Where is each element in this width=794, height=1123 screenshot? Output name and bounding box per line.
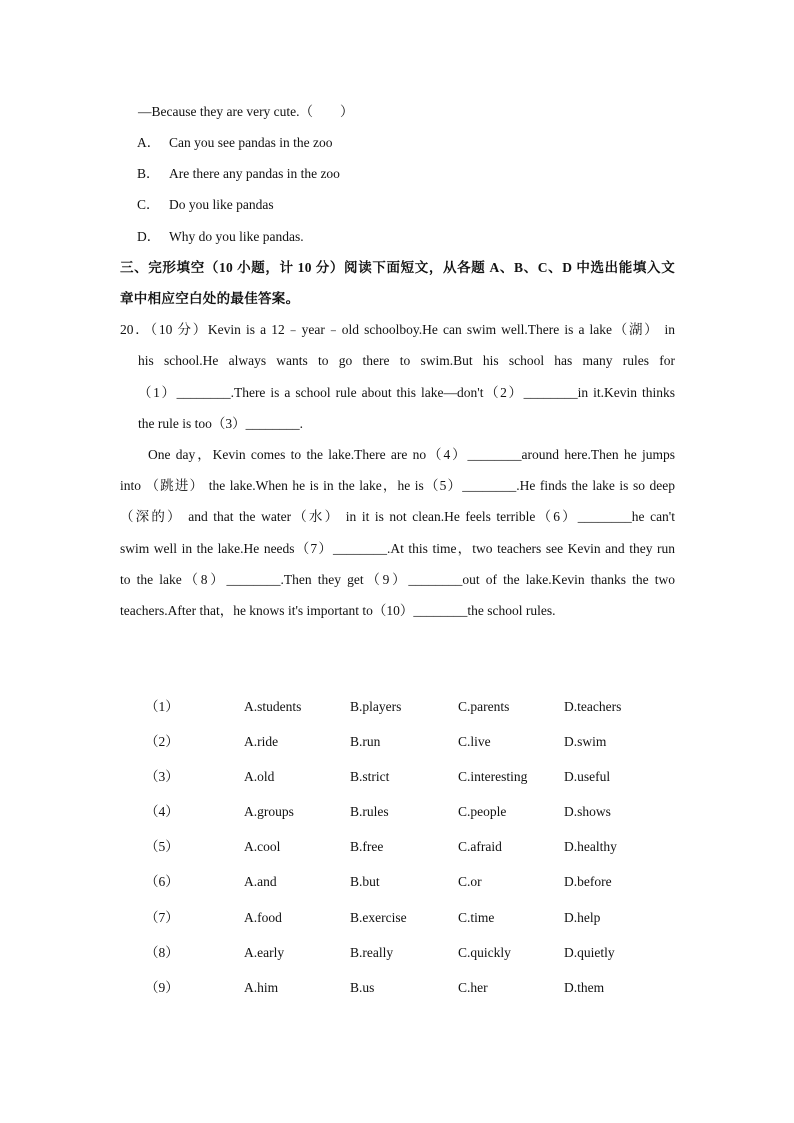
- choice-number: （1）: [145, 699, 179, 714]
- passage-line: （深的） and that the water（水） in it is not clean.He feels terrible（6）________he can't: [120, 509, 675, 524]
- passage-line: into （跳进） the lake.When he is in the lake，he is（5）________.He finds the lake is so deep: [120, 478, 675, 493]
- option-d: [137, 227, 304, 247]
- passage-line: One day，Kevin comes to the lake.There are no（4）________around here.Then he jumps: [148, 447, 675, 462]
- choice-d: D.help: [564, 910, 601, 925]
- passage-line: teachers.After that，he knows it's important to（10）________the school rules.: [120, 603, 556, 618]
- choice-number: （9）: [145, 980, 179, 995]
- choice-b: B.rules: [350, 804, 389, 819]
- choice-a: A.ride: [244, 734, 279, 749]
- choice-b: B.but: [350, 874, 380, 889]
- choice-b: B.players: [350, 699, 402, 714]
- choice-c: C.parents: [458, 699, 510, 714]
- answer-line: —Because they are very cute.（ ）: [138, 104, 354, 119]
- choice-a: A.him: [244, 980, 279, 995]
- choice-d: D.swim: [564, 734, 607, 749]
- choice-c: C.or: [458, 874, 482, 889]
- option-c: [137, 195, 274, 215]
- choice-a: A.early: [244, 945, 285, 960]
- choice-number: （6）: [145, 874, 179, 889]
- choice-c: C.time: [458, 910, 495, 925]
- choice-number: （8）: [145, 945, 179, 960]
- passage-line: the rule is too（3）________.: [138, 416, 303, 431]
- option-text: Are there any pandas in the zoo: [169, 166, 340, 181]
- option-letter: D．: [137, 229, 161, 244]
- choice-a: A.groups: [244, 804, 294, 819]
- passage-line: his school.He always wants to go there to swim.But his school has many rules for: [138, 353, 675, 368]
- choice-number: （7）: [145, 910, 179, 925]
- choice-b: B.us: [350, 980, 375, 995]
- choice-a: A.old: [244, 769, 275, 784]
- choice-b: B.strict: [350, 769, 390, 784]
- choice-number: （2）: [145, 734, 179, 749]
- option-b: [137, 164, 340, 184]
- choice-c: C.interesting: [458, 769, 528, 784]
- choice-d: D.useful: [564, 769, 611, 784]
- option-text: Why do you like pandas.: [169, 229, 304, 244]
- option-letter: C．: [137, 197, 160, 212]
- option-text: Do you like pandas: [169, 197, 274, 212]
- choice-d: D.quietly: [564, 945, 615, 960]
- passage-line: （1）________.There is a school rule about this lake—don't（2）________in it.Kevin thinks: [138, 385, 675, 400]
- option-text: Can you see pandas in the zoo: [169, 135, 333, 150]
- choice-b: B.exercise: [350, 910, 407, 925]
- choice-number: （5）: [145, 839, 179, 854]
- passage-line: swim well in the lake.He needs（7）________.At this time，two teachers see Kevin and they run: [120, 541, 675, 556]
- choice-a: A.and: [244, 874, 277, 889]
- choice-number: （4）: [145, 804, 179, 819]
- choice-b: B.run: [350, 734, 381, 749]
- passage-line: 20．（10 分）Kevin is a 12﹣year﹣old schoolboy.He can swim well.There is a lake（湖） in: [120, 322, 675, 337]
- choice-c: C.afraid: [458, 839, 502, 854]
- choice-d: D.shows: [564, 804, 611, 819]
- option-a: [137, 133, 332, 153]
- choice-b: B.free: [350, 839, 384, 854]
- choice-a: A.food: [244, 910, 282, 925]
- passage-line: to the lake（8）________.Then they get（9）________out of the lake.Kevin thanks the two: [120, 572, 675, 587]
- choice-b: B.really: [350, 945, 394, 960]
- choice-d: D.teachers: [564, 699, 622, 714]
- option-letter: B．: [137, 166, 160, 181]
- choice-c: C.quickly: [458, 945, 511, 960]
- choice-c: C.her: [458, 980, 488, 995]
- section-heading-cont: 章中相应空白处的最佳答案。: [120, 291, 300, 306]
- choice-d: D.them: [564, 980, 605, 995]
- choice-a: A.cool: [244, 839, 281, 854]
- choice-d: D.healthy: [564, 839, 617, 854]
- choice-c: C.live: [458, 734, 491, 749]
- choice-d: D.before: [564, 874, 612, 889]
- option-letter: A．: [137, 135, 161, 150]
- choice-a: A.students: [244, 699, 302, 714]
- section-heading: 三、完形填空（10 小题，计 10 分）阅读下面短文，从各题 A、B、C、D 中选出能填入文: [120, 260, 675, 275]
- choice-c: C.people: [458, 804, 507, 819]
- choice-number: （3）: [145, 769, 179, 784]
